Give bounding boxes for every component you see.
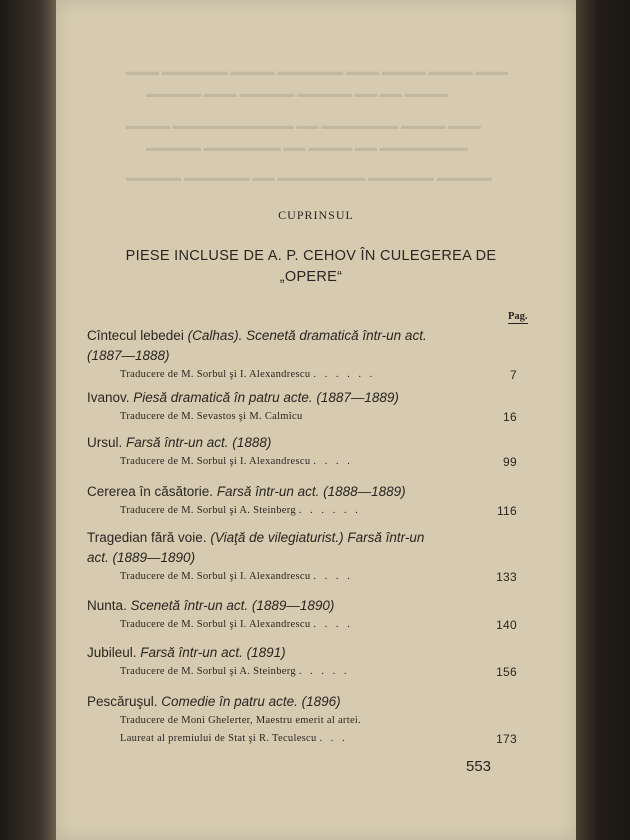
bleed-through-text: ▬▬▬▬▬ ▬▬▬▬▬▬ ▬▬▬▬▬▬▬▬ ▬▬ ▬▬▬▬▬▬ ▬▬▬▬▬	[126, 172, 492, 184]
toc-entry-translators: Traducere de M. Sorbul şi A. Steinberg . . . . . 156	[120, 665, 517, 679]
toc-entry-title: Cererea în căsătorie. Farsă într-un act. (1888—1889)	[87, 484, 406, 499]
book-left-edge	[0, 0, 56, 840]
book-page	[56, 0, 576, 840]
section-title-line2: „OPERE“	[279, 269, 343, 285]
toc-entry[interactable]	[87, 596, 517, 634]
section-title	[86, 246, 536, 288]
toc-entry[interactable]	[87, 388, 517, 426]
toc-page-number: 16	[503, 410, 517, 424]
toc-entry-title: Jubileul. Farsă într-un act. (1891)	[87, 645, 286, 660]
bleed-through-text: ▬▬▬▬ ▬▬ ▬▬ ▬▬▬▬▬ ▬▬▬▬▬ ▬▬▬ ▬▬▬▬▬	[146, 88, 449, 100]
toc-page-number: 173	[496, 732, 517, 746]
toc-entry[interactable]	[87, 692, 517, 748]
toc-entry[interactable]	[87, 643, 517, 681]
toc-entry-translators: Traducere de M. Sevastos şi M. Calmîcu 16	[120, 410, 517, 424]
toc-entry-title: Cîntecul lebedei (Calhas). Scenetă dramatică într-un act.	[87, 328, 427, 343]
toc-page-number: 133	[496, 570, 517, 584]
toc-entry-translators: Traducere de M. Sorbul şi I. Alexandrescu . . . . 133	[120, 570, 517, 584]
bleed-through-text: ▬▬▬▬▬▬▬▬ ▬▬ ▬▬▬▬ ▬▬ ▬▬▬▬▬▬▬ ▬▬▬▬▬	[146, 142, 468, 154]
toc-page-number: 156	[496, 665, 517, 679]
toc-entry-title: Nunta. Scenetă într-un act. (1889—1890)	[87, 598, 335, 613]
toc-entry[interactable]	[87, 433, 517, 471]
toc-page-number: 99	[503, 455, 517, 469]
bleed-through-text: ▬▬▬ ▬▬▬▬ ▬▬▬▬▬▬▬ ▬▬ ▬▬▬▬▬▬▬▬▬▬▬ ▬▬▬▬	[126, 120, 481, 132]
toc-entry-title: Ivanov. Piesă dramatică în patru acte. (1887—1889)	[87, 390, 399, 405]
toc-entry-title-cont: act. (1889—1890)	[87, 550, 196, 565]
toc-page-number: 7	[510, 368, 517, 382]
bleed-through-text: ▬▬▬ ▬▬▬▬ ▬▬▬▬ ▬▬▬ ▬▬▬▬▬▬ ▬▬▬▬ ▬▬▬▬▬▬ ▬▬▬	[126, 66, 509, 78]
toc-entry-title-cont: (1887—1888)	[87, 348, 170, 363]
section-title-line1: PIESE INCLUSE DE A. P. CEHOV ÎN CULEGEREA DE	[125, 248, 497, 264]
page-folio-number: 553	[466, 758, 492, 775]
toc-entry-title: Pescăruşul. Comedie în patru acte. (1896)	[87, 694, 341, 709]
toc-entry-translators: Traducere de M. Sorbul şi I. Alexandrescu . . . . 99	[120, 455, 517, 469]
toc-page-number: 116	[496, 504, 517, 518]
toc-entry[interactable]	[87, 528, 517, 586]
contents-heading: CUPRINSUL	[278, 208, 354, 222]
toc-entry[interactable]	[87, 326, 517, 384]
toc-entry-translators: Traducere de M. Sorbul şi I. Alexandrescu . . . . 140	[120, 618, 517, 632]
toc-entry-translators: Traducere de Moni Ghelerter, Maestru emerit al artei. Laureat al premiului de Stat şi R. Teculescu . . . 173	[120, 715, 517, 746]
book-right-edge	[576, 0, 630, 840]
toc-entry-translators: Traducere de M. Sorbul şi A. Steinberg . . . . . . 116	[120, 504, 517, 518]
toc-entry-title: Tragedian fără voie. (Viaţă de vilegiaturist.) Farsă într-un	[87, 530, 425, 545]
toc-entry-title: Ursul. Farsă într-un act. (1888)	[87, 435, 272, 450]
toc-page-number: 140	[496, 618, 517, 632]
toc-entry[interactable]	[87, 482, 517, 520]
page-column-label: Pag.	[508, 311, 528, 322]
toc-entry-translators: Traducere de M. Sorbul şi I. Alexandrescu . . . . . . 7	[120, 368, 517, 382]
